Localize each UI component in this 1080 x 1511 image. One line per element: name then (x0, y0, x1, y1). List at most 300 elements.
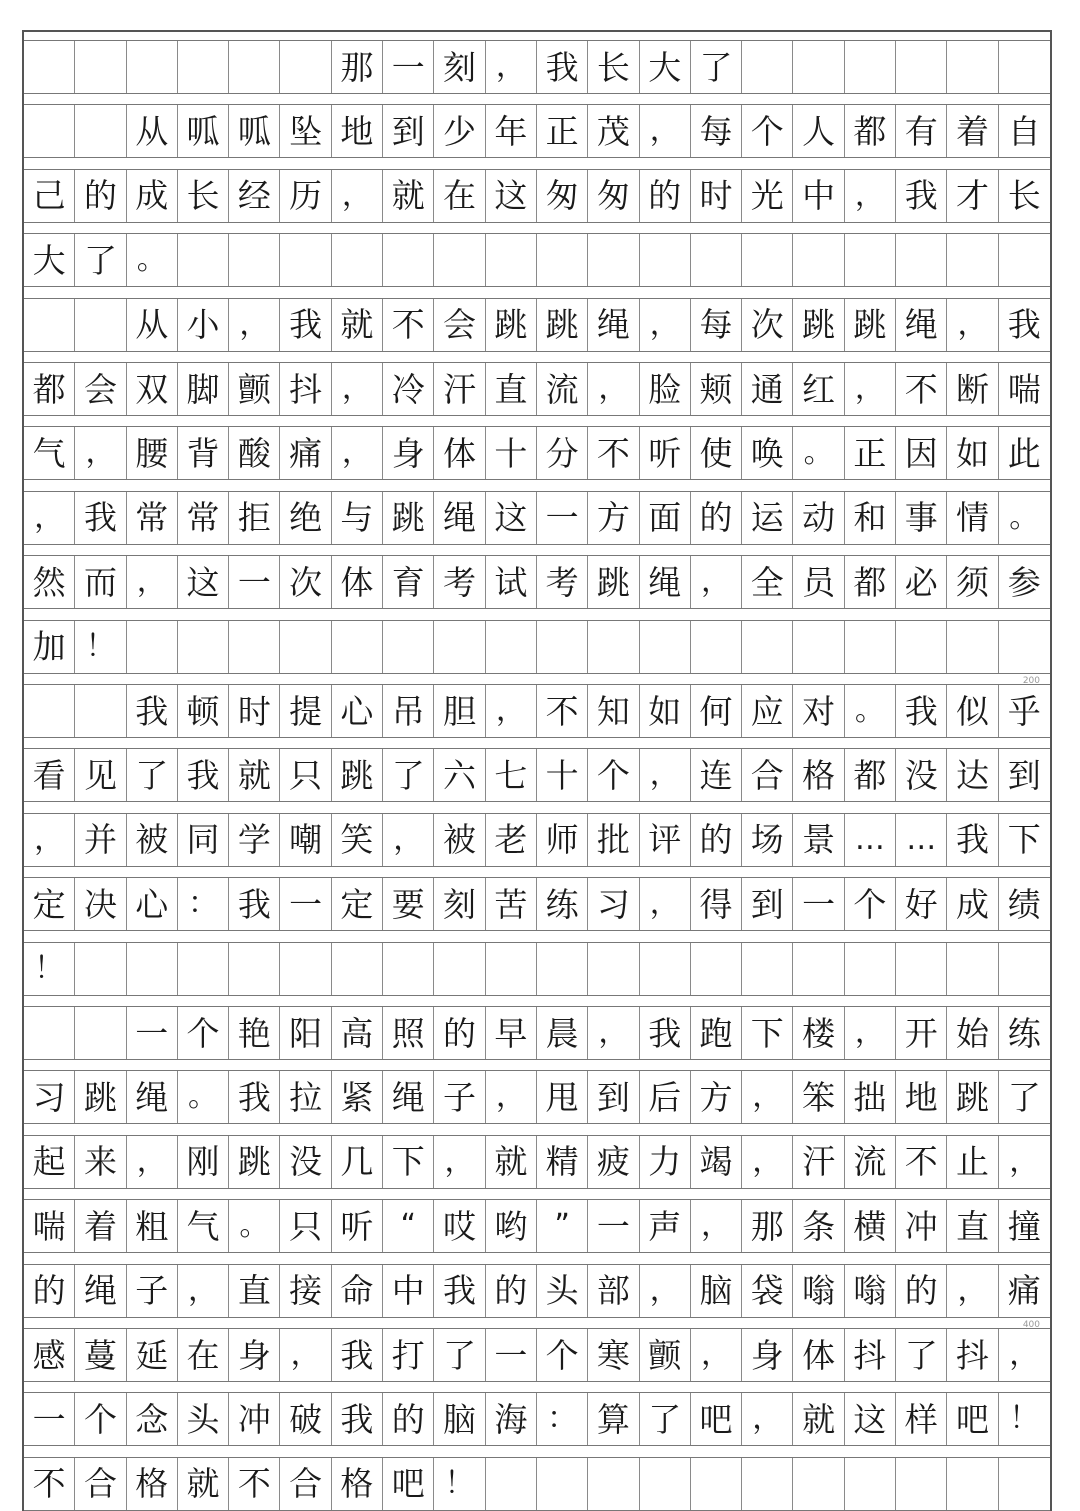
grid-cell: 合 (280, 1458, 331, 1510)
grid-cell: 考 (537, 556, 588, 608)
grid-cell: 师 (537, 814, 588, 866)
grid-cell (845, 234, 896, 286)
grid-cell: 精 (537, 1136, 588, 1188)
grid-cell: 学 (229, 814, 280, 866)
grid-cell: ， (178, 1265, 229, 1317)
grid-cell: 如 (947, 427, 998, 479)
grid-cell: 都 (845, 556, 896, 608)
grid-cell: 了 (75, 234, 126, 286)
grid-cell: 长 (1007, 176, 1041, 216)
grid-cell: 试 (486, 556, 537, 608)
grid-cell: 部 (588, 1265, 639, 1317)
grid-cell: 双 (127, 363, 178, 415)
grid-cell: 了 (127, 749, 178, 801)
grid-cell: 要 (383, 878, 434, 930)
text-row (24, 813, 1050, 867)
grid-cell: 人 (793, 105, 844, 157)
grid-cell: 这 (486, 170, 537, 222)
grid-cell: 情 (947, 492, 998, 544)
grid-cell: 气 (24, 427, 75, 479)
grid-cell: 对 (793, 685, 844, 737)
grid-cell: 胆 (434, 685, 485, 737)
grid-cell (537, 621, 588, 673)
grid-cell: 绳 (434, 492, 485, 544)
text-row (24, 620, 1050, 674)
grid-cell: 哟 (486, 1200, 537, 1252)
grid-cell: 乎 (1007, 691, 1041, 731)
grid-cell: 绝 (280, 492, 331, 544)
grid-cell: 个 (178, 1007, 229, 1059)
grid-cell: 绩 (1007, 884, 1041, 924)
grid-cell: 接 (280, 1265, 331, 1317)
grid-cell: 不 (896, 363, 947, 415)
grid-cell: 我 (537, 41, 588, 93)
grid-cell (178, 621, 229, 673)
grid-cell: … (896, 814, 947, 866)
grid-cell: 喘 (1007, 369, 1041, 409)
grid-cell: 从 (127, 105, 178, 157)
grid-cell: ： (178, 878, 229, 930)
grid-cell: 高 (332, 1007, 383, 1059)
grid-cell (793, 943, 844, 995)
grid-cell: 颤 (640, 1329, 691, 1381)
grid-cell: 直 (947, 1200, 998, 1252)
composition-grid-paper (22, 30, 1052, 1511)
grid-cell: 在 (434, 170, 485, 222)
grid-cell: … (845, 814, 896, 866)
grid-cell: 考 (434, 556, 485, 608)
grid-cell: 一 (588, 1200, 639, 1252)
grid-cell: 练 (537, 878, 588, 930)
grid-cell: 流 (845, 1136, 896, 1188)
grid-cell: 头 (537, 1265, 588, 1317)
grid-cell: ， (742, 1071, 793, 1123)
text-row (24, 877, 1050, 931)
grid-cell: 心 (332, 685, 383, 737)
text-row (24, 555, 1050, 609)
grid-cell: 一 (24, 1393, 75, 1445)
grid-cell: 跳 (332, 749, 383, 801)
grid-cell: 早 (486, 1007, 537, 1059)
grid-cell: 。 (793, 427, 844, 479)
grid-cell: 冷 (383, 363, 434, 415)
grid-cell: ， (434, 1136, 485, 1188)
grid-cell: 艳 (229, 1007, 280, 1059)
text-row (24, 1070, 1050, 1124)
grid-cell: 员 (793, 556, 844, 608)
grid-cell (178, 41, 229, 93)
grid-cell (947, 234, 998, 286)
grid-cell: ， (691, 556, 742, 608)
grid-cell: 顿 (178, 685, 229, 737)
grid-cell: 我 (229, 878, 280, 930)
grid-cell (947, 943, 998, 995)
grid-cell: 老 (486, 814, 537, 866)
grid-cell: 而 (75, 556, 126, 608)
grid-cell: 被 (434, 814, 485, 866)
grid-cell: 海 (486, 1393, 537, 1445)
grid-cell: 打 (383, 1329, 434, 1381)
grid-cell: 笨 (793, 1071, 844, 1123)
title-row (24, 40, 1050, 94)
grid-cell: 样 (896, 1393, 947, 1445)
grid-cell: 的 (691, 814, 742, 866)
text-row (24, 1264, 1050, 1318)
grid-cell: 面 (640, 492, 691, 544)
grid-cell (75, 685, 126, 737)
grid-cell: 才 (947, 170, 998, 222)
grid-cell: 不 (537, 685, 588, 737)
grid-cell: 好 (896, 878, 947, 930)
grid-cell (127, 621, 178, 673)
grid-cell: 刻 (434, 878, 485, 930)
grid-cell: 唤 (742, 427, 793, 479)
grid-cell (691, 621, 742, 673)
grid-cell: 几 (332, 1136, 383, 1188)
grid-cell: 痛 (1007, 1271, 1041, 1311)
grid-cell: 念 (127, 1393, 178, 1445)
grid-cell: 跳 (537, 299, 588, 351)
grid-cell (383, 943, 434, 995)
grid-cell: 每 (691, 299, 742, 351)
grid-cell: 方 (691, 1071, 742, 1123)
grid-cell: ， (486, 685, 537, 737)
grid-cell: 的 (691, 492, 742, 544)
grid-cell: 呱 (229, 105, 280, 157)
grid-cell: 身 (742, 1329, 793, 1381)
grid-cell: 坠 (280, 105, 331, 157)
grid-cell: ， (640, 1265, 691, 1317)
grid-cell: ， (383, 814, 434, 866)
grid-cell: 似 (947, 685, 998, 737)
grid-cell: 评 (640, 814, 691, 866)
grid-cell: 起 (24, 1136, 75, 1188)
grid-cell: 蔓 (75, 1329, 126, 1381)
grid-cell (383, 621, 434, 673)
grid-cell (793, 1458, 844, 1510)
grid-cell: 必 (896, 556, 947, 608)
grid-cell: 十 (486, 427, 537, 479)
grid-cell (793, 41, 844, 93)
grid-cell (24, 105, 75, 157)
grid-cell (178, 234, 229, 286)
grid-cell: 方 (588, 492, 639, 544)
grid-cell: 并 (75, 814, 126, 866)
grid-cell (742, 621, 793, 673)
grid-cell: 会 (434, 299, 485, 351)
grid-cell: 下 (383, 1136, 434, 1188)
grid-cell: 一 (793, 878, 844, 930)
grid-cell: 着 (75, 1200, 126, 1252)
grid-cell: ， (332, 363, 383, 415)
grid-cell: 合 (75, 1458, 126, 1510)
grid-cell: ， (280, 1329, 331, 1381)
grid-cell: 脑 (691, 1265, 742, 1317)
grid-cell: 应 (742, 685, 793, 737)
grid-cell: 此 (1007, 433, 1041, 473)
text-row (24, 1006, 1050, 1060)
grid-cell: 身 (383, 427, 434, 479)
grid-cell: 的 (75, 170, 126, 222)
grid-cell: 背 (178, 427, 229, 479)
grid-cell (229, 621, 280, 673)
grid-cell: 格 (127, 1458, 178, 1510)
grid-cell: 时 (691, 170, 742, 222)
grid-cell: 甩 (537, 1071, 588, 1123)
grid-cell (999, 621, 1050, 673)
grid-cell: 绳 (75, 1265, 126, 1317)
grid-cell: 中 (793, 170, 844, 222)
grid-cell: 使 (691, 427, 742, 479)
grid-cell (434, 943, 485, 995)
grid-cell: 达 (947, 749, 998, 801)
grid-cell: ， (24, 492, 75, 544)
grid-cell: 六 (434, 749, 485, 801)
grid-cell: 次 (280, 556, 331, 608)
grid-cell: 力 (640, 1136, 691, 1188)
grid-cell: ， (691, 1200, 742, 1252)
grid-cell: 头 (178, 1393, 229, 1445)
grid-cell: 匆 (588, 170, 639, 222)
grid-cell: 呱 (178, 105, 229, 157)
grid-cell: ， (640, 878, 691, 930)
grid-cell: 我 (75, 492, 126, 544)
grid-cell: 我 (434, 1265, 485, 1317)
grid-cell (127, 943, 178, 995)
grid-cell (845, 41, 896, 93)
grid-cell: 汗 (793, 1136, 844, 1188)
grid-cell: 颤 (229, 363, 280, 415)
grid-cell: 格 (332, 1458, 383, 1510)
text-row (24, 426, 1050, 480)
grid-cell: 我 (1007, 305, 1041, 345)
grid-cell (75, 41, 126, 93)
grid-cell (640, 621, 691, 673)
grid-cell (486, 1458, 537, 1510)
grid-cell (640, 1458, 691, 1510)
grid-cell: 刚 (178, 1136, 229, 1188)
grid-cell: 到 (1007, 755, 1041, 795)
grid-cell: ， (640, 299, 691, 351)
grid-cell (332, 621, 383, 673)
grid-cell: 次 (742, 299, 793, 351)
word-count-mark: 400 (1022, 1319, 1040, 1330)
grid-cell: 育 (383, 556, 434, 608)
grid-cell: 到 (588, 1071, 639, 1123)
grid-cell: 这 (178, 556, 229, 608)
grid-cell: 到 (742, 878, 793, 930)
grid-cell (486, 943, 537, 995)
grid-cell: 匆 (537, 170, 588, 222)
grid-cell: 破 (280, 1393, 331, 1445)
grid-cell: 参 (1007, 562, 1041, 602)
text-row (24, 104, 1050, 158)
grid-cell: 年 (486, 105, 537, 157)
grid-cell: 提 (280, 685, 331, 737)
grid-cell: 抖 (947, 1329, 998, 1381)
grid-cell (537, 943, 588, 995)
grid-cell: ， (127, 556, 178, 608)
grid-cell: 体 (434, 427, 485, 479)
grid-cell: 拙 (845, 1071, 896, 1123)
grid-cell: 如 (640, 685, 691, 737)
grid-cell: ！ (75, 621, 126, 673)
grid-cell: 不 (24, 1458, 75, 1510)
grid-cell: 着 (947, 105, 998, 157)
grid-cell: 不 (229, 1458, 280, 1510)
grid-cell: 抖 (845, 1329, 896, 1381)
grid-cell: 心 (127, 878, 178, 930)
grid-cell: 我 (229, 1071, 280, 1123)
grid-cell: 止 (947, 1136, 998, 1188)
grid-cell (280, 943, 331, 995)
grid-cell: 经 (229, 170, 280, 222)
grid-cell: ， (742, 1136, 793, 1188)
grid-cell: 我 (640, 1007, 691, 1059)
grid-cell: 长 (588, 41, 639, 93)
grid-cell: 没 (896, 749, 947, 801)
grid-cell: 笑 (332, 814, 383, 866)
grid-cell: 跳 (588, 556, 639, 608)
grid-cell (691, 1458, 742, 1510)
grid-cell: ， (486, 41, 537, 93)
grid-cell: 个 (742, 105, 793, 157)
grid-cell: 练 (1007, 1013, 1041, 1053)
grid-cell (640, 234, 691, 286)
grid-cell: 的 (434, 1007, 485, 1059)
grid-cell: 刻 (434, 41, 485, 93)
grid-cell: 抖 (280, 363, 331, 415)
text-row (24, 1457, 1050, 1511)
grid-cell (486, 234, 537, 286)
grid-cell (75, 943, 126, 995)
grid-cell: 声 (640, 1200, 691, 1252)
grid-cell (178, 943, 229, 995)
grid-cell: 腰 (127, 427, 178, 479)
grid-cell: 决 (75, 878, 126, 930)
grid-cell: 连 (691, 749, 742, 801)
grid-cell: 一 (537, 492, 588, 544)
grid-cell: 的 (24, 1265, 75, 1317)
grid-cell (742, 234, 793, 286)
grid-cell (742, 41, 793, 93)
grid-cell: 个 (845, 878, 896, 930)
grid-cell: 脚 (178, 363, 229, 415)
grid-cell: 痛 (280, 427, 331, 479)
text-row (24, 748, 1050, 802)
grid-cell: 十 (537, 749, 588, 801)
grid-cell (434, 234, 485, 286)
grid-cell (691, 234, 742, 286)
grid-cell: 定 (24, 878, 75, 930)
grid-cell: 这 (845, 1393, 896, 1445)
grid-cell: 只 (280, 749, 331, 801)
grid-cell: 正 (537, 105, 588, 157)
grid-cell (24, 41, 75, 93)
grid-cell: 习 (24, 1071, 75, 1123)
grid-cell (588, 234, 639, 286)
grid-cell: ” (537, 1200, 588, 1252)
grid-cell: 与 (332, 492, 383, 544)
grid-cell: 横 (845, 1200, 896, 1252)
grid-cell: 吧 (947, 1393, 998, 1445)
grid-cell: ， (229, 299, 280, 351)
grid-cell: 袋 (742, 1265, 793, 1317)
grid-cell: 后 (640, 1071, 691, 1123)
grid-cell: 加 (24, 621, 75, 673)
grid-cell: ， (742, 1393, 793, 1445)
grid-cell: 跳 (383, 492, 434, 544)
grid-cell: 和 (845, 492, 896, 544)
grid-cell (742, 1458, 793, 1510)
grid-cell: 嘲 (280, 814, 331, 866)
grid-cell: 听 (332, 1200, 383, 1252)
grid-cell: ， (845, 1007, 896, 1059)
grid-cell: 。 (1009, 499, 1040, 535)
grid-cell (229, 943, 280, 995)
grid-cell (845, 621, 896, 673)
grid-cell: 就 (229, 749, 280, 801)
grid-cell: 楼 (793, 1007, 844, 1059)
grid-cell: 那 (332, 41, 383, 93)
grid-cell (383, 234, 434, 286)
grid-cell: 。 (845, 685, 896, 737)
grid-cell: 就 (383, 170, 434, 222)
grid-cell: ！ (24, 943, 75, 995)
grid-cell: 始 (947, 1007, 998, 1059)
grid-cell: 格 (793, 749, 844, 801)
grid-cell: 个 (588, 749, 639, 801)
grid-cell (588, 943, 639, 995)
grid-cell: 我 (127, 685, 178, 737)
grid-cell: 然 (24, 556, 75, 608)
grid-cell (537, 1458, 588, 1510)
grid-cell: 开 (896, 1007, 947, 1059)
grid-cell (280, 621, 331, 673)
grid-cell: 常 (178, 492, 229, 544)
grid-cell: 了 (1007, 1077, 1041, 1117)
grid-cell: 都 (845, 749, 896, 801)
grid-cell: 都 (24, 363, 75, 415)
grid-cell: 疲 (588, 1136, 639, 1188)
grid-cell (896, 621, 947, 673)
grid-cell: 运 (742, 492, 793, 544)
grid-cell: 吧 (691, 1393, 742, 1445)
grid-cell: 子 (127, 1265, 178, 1317)
grid-cell: 跑 (691, 1007, 742, 1059)
grid-cell: 每 (691, 105, 742, 157)
grid-cell: 了 (434, 1329, 485, 1381)
grid-cell: 。 (127, 234, 178, 286)
grid-cell: ， (588, 1007, 639, 1059)
grid-cell: 撞 (1007, 1206, 1041, 1246)
grid-cell (999, 41, 1050, 93)
grid-cell (332, 943, 383, 995)
grid-cell: 竭 (691, 1136, 742, 1188)
grid-cell: 自 (1007, 111, 1041, 151)
grid-cell (947, 1458, 998, 1510)
grid-cell (845, 1458, 896, 1510)
grid-cell (640, 943, 691, 995)
grid-cell (537, 234, 588, 286)
grid-cell: 我 (896, 685, 947, 737)
text-row (24, 1199, 1050, 1253)
grid-cell: 冲 (896, 1200, 947, 1252)
grid-cell: 那 (742, 1200, 793, 1252)
grid-cell: 下 (1007, 820, 1041, 860)
grid-cell: 跳 (845, 299, 896, 351)
grid-cell: 冲 (229, 1393, 280, 1445)
